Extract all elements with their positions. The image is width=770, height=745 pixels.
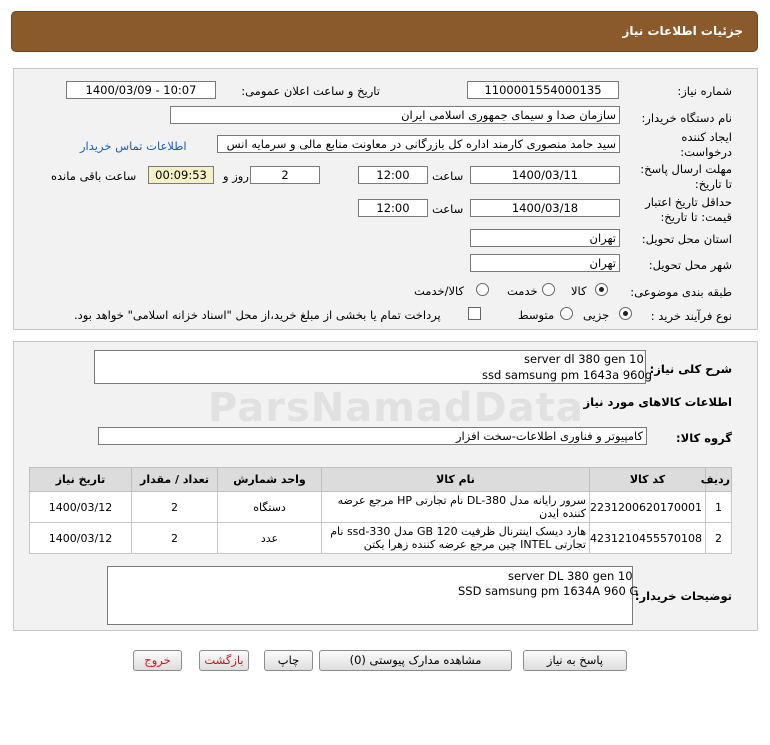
reply-button[interactable]: پاسخ به نیاز: [523, 650, 627, 671]
validity-time-field: 12:00: [358, 199, 428, 217]
province-field: تهران: [470, 229, 620, 247]
process-option-medium: متوسط: [518, 308, 555, 322]
attachments-button[interactable]: مشاهده مدارک پیوستی (0): [319, 650, 512, 671]
back-button[interactable]: بازگشت: [199, 650, 249, 671]
treasury-payment-text: پرداخت تمام یا بخشی از مبلغ خرید،از محل "اسناد خزانه اسلامی" خواهد بود.: [74, 308, 441, 322]
summary-line-1: server dl 380 gen 10: [524, 352, 644, 366]
row-number: 2: [706, 523, 732, 554]
need-number-field: 1100001554000135: [467, 81, 619, 99]
item-name: هارد دیسک اینترنال ظرفیت GB 120 مدل ssd-330 نام تجارتی INTEL چین مرجع عرضه کننده زهرا یکتن: [322, 523, 590, 554]
city-field: تهران: [470, 254, 620, 272]
category-option-goods-service: کالا/خدمت: [414, 284, 465, 298]
reply-time-label: ساعت: [432, 169, 464, 183]
item-qty: 2: [132, 492, 218, 523]
province-label: استان محل تحویل:: [641, 232, 732, 246]
item-date: 1400/03/12: [30, 492, 132, 523]
page-title: جزئیات اطلاعات نیاز: [622, 24, 743, 38]
col-date: تاریخ نیاز: [30, 468, 132, 492]
row-number: 1: [706, 492, 732, 523]
process-option-minor: جزیی: [583, 308, 610, 322]
reply-time-field: 12:00: [358, 166, 428, 184]
validity-time-label: ساعت: [432, 202, 464, 216]
remaining-time-label: ساعت باقی مانده: [51, 169, 137, 183]
reply-deadline-label-2: تا تاریخ:: [694, 177, 732, 191]
category-radio-goods[interactable]: [595, 283, 608, 296]
category-label: طبقه بندی موضوعی:: [630, 285, 732, 299]
announce-datetime-label: تاریخ و ساعت اعلان عمومی:: [241, 84, 380, 98]
remaining-time-field: 00:09:53: [148, 166, 214, 184]
summary-line-2: ssd samsung pm 1643a 960g: [482, 368, 653, 382]
days-label: روز و: [223, 169, 249, 183]
item-code: 4231210455570108: [590, 523, 706, 554]
goods-section-title: اطلاعات کالاهای مورد نیاز: [583, 395, 732, 409]
process-radio-minor[interactable]: [619, 307, 632, 320]
page-header: [11, 11, 758, 52]
buyer-org-label: نام دستگاه خریدار:: [641, 111, 732, 125]
table-row: [30, 523, 732, 554]
category-option-service: خدمت: [507, 284, 538, 298]
print-button[interactable]: چاپ: [264, 650, 313, 671]
item-date: 1400/03/12: [30, 523, 132, 554]
buyer-notes-label: توضیحات خریدار:: [634, 589, 732, 603]
creator-label-2: درخواست:: [680, 145, 732, 159]
category-option-goods: کالا: [571, 284, 587, 298]
col-code: کد کالا: [590, 468, 706, 492]
exit-button[interactable]: خروج: [133, 650, 182, 671]
validity-date-field: 1400/03/18: [470, 199, 620, 217]
item-qty: 2: [132, 523, 218, 554]
goods-group-field: کامپیوتر و فناوری اطلاعات-سخت افزار: [98, 427, 647, 445]
col-unit: واحد شمارش: [218, 468, 322, 492]
col-qty: تعداد / مقدار: [132, 468, 218, 492]
goods-group-label: گروه کالا:: [676, 431, 732, 445]
validity-label-1: حداقل تاریخ اعتبار: [645, 195, 732, 209]
buyer-org-field: سازمان صدا و سیمای جمهوری اسلامی ایران: [170, 106, 620, 124]
item-name: سرور رایانه مدل DL-380 نام تجارتی HP مرجع عرضه کننده ایدن: [322, 492, 590, 523]
category-radio-service[interactable]: [542, 283, 555, 296]
buyer-contact-link[interactable]: اطلاعات تماس خریدار: [80, 139, 187, 153]
item-unit: دستگاه: [218, 492, 322, 523]
creator-label-1: ایجاد کننده: [681, 130, 732, 144]
need-number-label: شماره نیاز:: [677, 84, 732, 98]
item-unit: عدد: [218, 523, 322, 554]
city-label: شهر محل تحویل:: [648, 258, 732, 272]
summary-label: شرح کلی نیاز:: [649, 362, 732, 376]
days-field: 2: [250, 166, 320, 184]
table-row: [30, 492, 732, 523]
col-name: نام کالا: [322, 468, 590, 492]
treasury-payment-checkbox[interactable]: [468, 307, 481, 320]
process-radio-medium[interactable]: [560, 307, 573, 320]
goods-table-header: [30, 468, 732, 492]
buyer-notes-line-2: SSD samsung pm 1634A 960 G: [458, 584, 639, 598]
goods-table: [29, 467, 732, 554]
category-radio-goods-service[interactable]: [476, 283, 489, 296]
process-label: نوع فرآیند خرید :: [650, 309, 732, 323]
reply-deadline-label-1: مهلت ارسال پاسخ:: [640, 162, 732, 176]
announce-datetime-field: 1400/03/09 - 10:07: [66, 81, 216, 99]
validity-label-2: قیمت: تا تاریخ:: [660, 210, 732, 224]
buyer-notes-line-1: server DL 380 gen 10: [508, 569, 633, 583]
creator-field: سید حامد منصوری کارمند اداره کل بازرگانی در معاونت منابع مالی و سرمایه انس: [217, 135, 620, 153]
col-row: ردیف: [706, 468, 732, 492]
item-code: 2231200620170001: [590, 492, 706, 523]
reply-date-field: 1400/03/11: [470, 166, 620, 184]
